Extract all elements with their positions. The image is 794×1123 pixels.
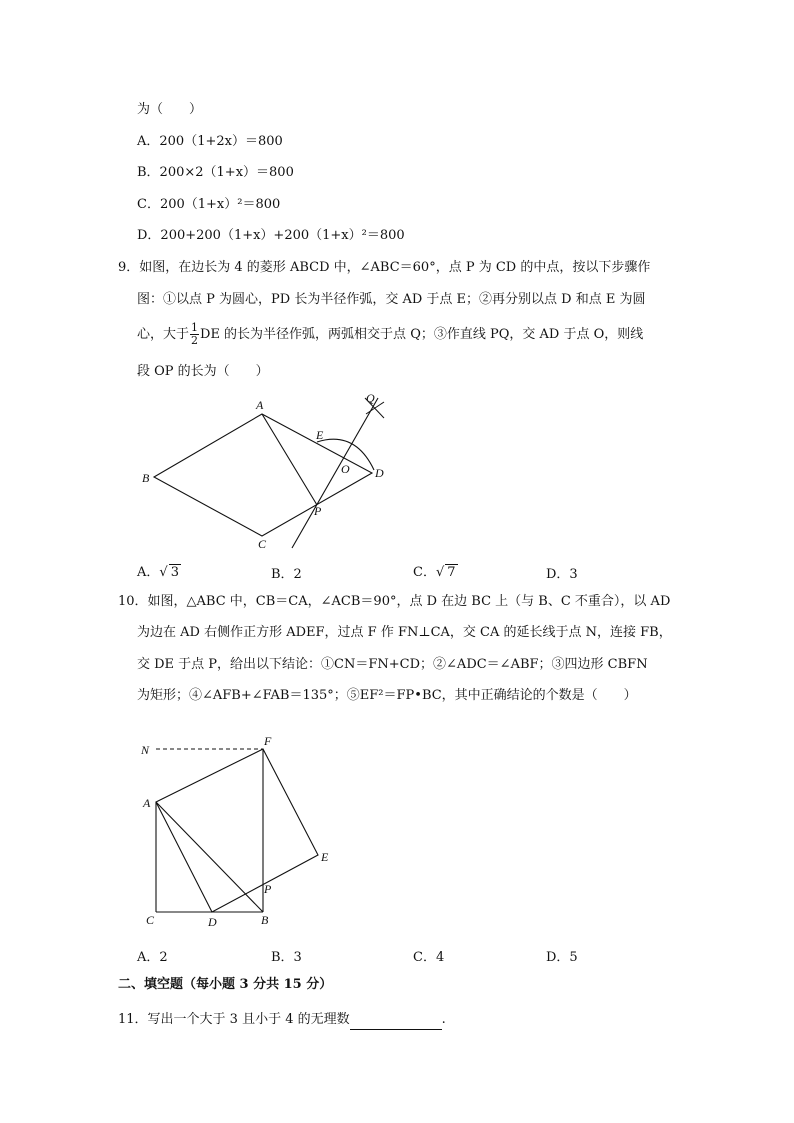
q8-option-c: C．200（1+x）²＝800	[137, 197, 281, 212]
square-adef	[156, 749, 318, 912]
label-b: B	[142, 471, 150, 485]
segment-ab	[156, 802, 263, 912]
label-f: F	[264, 734, 272, 748]
q9-line3	[137, 322, 643, 347]
segment-ap	[262, 414, 317, 505]
q9-option-b: B．2	[271, 567, 302, 582]
q11-line	[118, 1010, 446, 1030]
label-d: D	[208, 915, 217, 929]
q8-tail: 为（ ）	[137, 102, 203, 117]
label-a: A	[256, 398, 264, 412]
q9-option-c: C．√ 7	[413, 565, 456, 580]
label-p: P	[314, 504, 322, 518]
line-pq	[292, 398, 378, 548]
q9-line4: 段 OP 的长为（ ）	[137, 364, 269, 379]
rhombus-abcd	[154, 414, 372, 536]
label-b: B	[261, 913, 269, 927]
q10-line1: 10．如图，△ABC 中，CB＝CA，∠ACB＝90°，点 D 在边 BC 上（与 B、C 不重合），以 AD	[118, 594, 671, 609]
q11-text: 11．写出一个大于 3 且小于 4 的无理数	[118, 1012, 350, 1027]
q10-line3: 交 DE 于点 P，给出以下结论：①CN＝FN+CD；②∠ADC＝∠ABF；③四边形 CBFN	[137, 657, 648, 672]
q9-option-d: D．3	[546, 567, 578, 582]
label-a: A	[143, 796, 151, 810]
q10-option-a: A．2	[137, 950, 168, 965]
section-heading: 二、填空题（每小题 3 分共 15 分）	[118, 977, 333, 992]
q10-option-d: D．5	[546, 950, 578, 965]
q9-line2: 图：①以点 P 为圆心，PD 长为半径作弧，交 AD 于点 E；②再分别以点 D 和点 E 为圆	[137, 292, 646, 307]
fraction-one-half: $\frac{1}{2}$	[191, 321, 199, 347]
label-d: D	[375, 466, 384, 480]
q10-option-c: C．4	[413, 950, 445, 965]
q8-option-d: D．200+200（1+x）+200（1+x）²＝800	[137, 228, 405, 243]
label-e: E	[321, 850, 329, 864]
q10-option-b: B．3	[271, 950, 302, 965]
q9-rhombus-figure	[130, 385, 400, 555]
q9-line1: 9．如图，在边长为 4 的菱形 ABCD 中，∠ABC＝60°，点 P 为 CD 的中点，按以下步骤作	[118, 260, 651, 275]
q9-option-a: A．√ 3	[137, 565, 179, 580]
label-p: P	[264, 882, 272, 896]
label-q: Q	[366, 391, 375, 405]
q8-option-a: A．200（1+2x）＝800	[137, 134, 283, 149]
q9-line3-end: DE 的长为半径作弧，两弧相交于点 Q；③作直线 PQ，交 AD 于点 O，则线	[200, 327, 644, 342]
label-c: C	[146, 913, 155, 927]
q11-end: .	[441, 1012, 446, 1027]
label-c: C	[258, 537, 267, 551]
answer-blank[interactable]	[350, 1015, 442, 1030]
q10-line4: 为矩形；④∠AFB+∠FAB＝135°；⑤EF²＝FP•BC，其中正确结论的个数是（ ）	[137, 688, 637, 703]
label-n: N	[141, 743, 150, 757]
q10-line2: 为边在 AD 右侧作正方形 ADEF，过点 F 作 FN⊥CA，交 CA 的延长线于点 N，连接 FB，	[137, 625, 672, 640]
label-e: E	[316, 428, 324, 442]
label-o: O	[341, 462, 350, 476]
q9-line3-start: 心，大于	[137, 327, 190, 342]
q10-square-figure	[135, 730, 345, 930]
q8-option-b: B．200×2（1+x）＝800	[137, 165, 294, 180]
